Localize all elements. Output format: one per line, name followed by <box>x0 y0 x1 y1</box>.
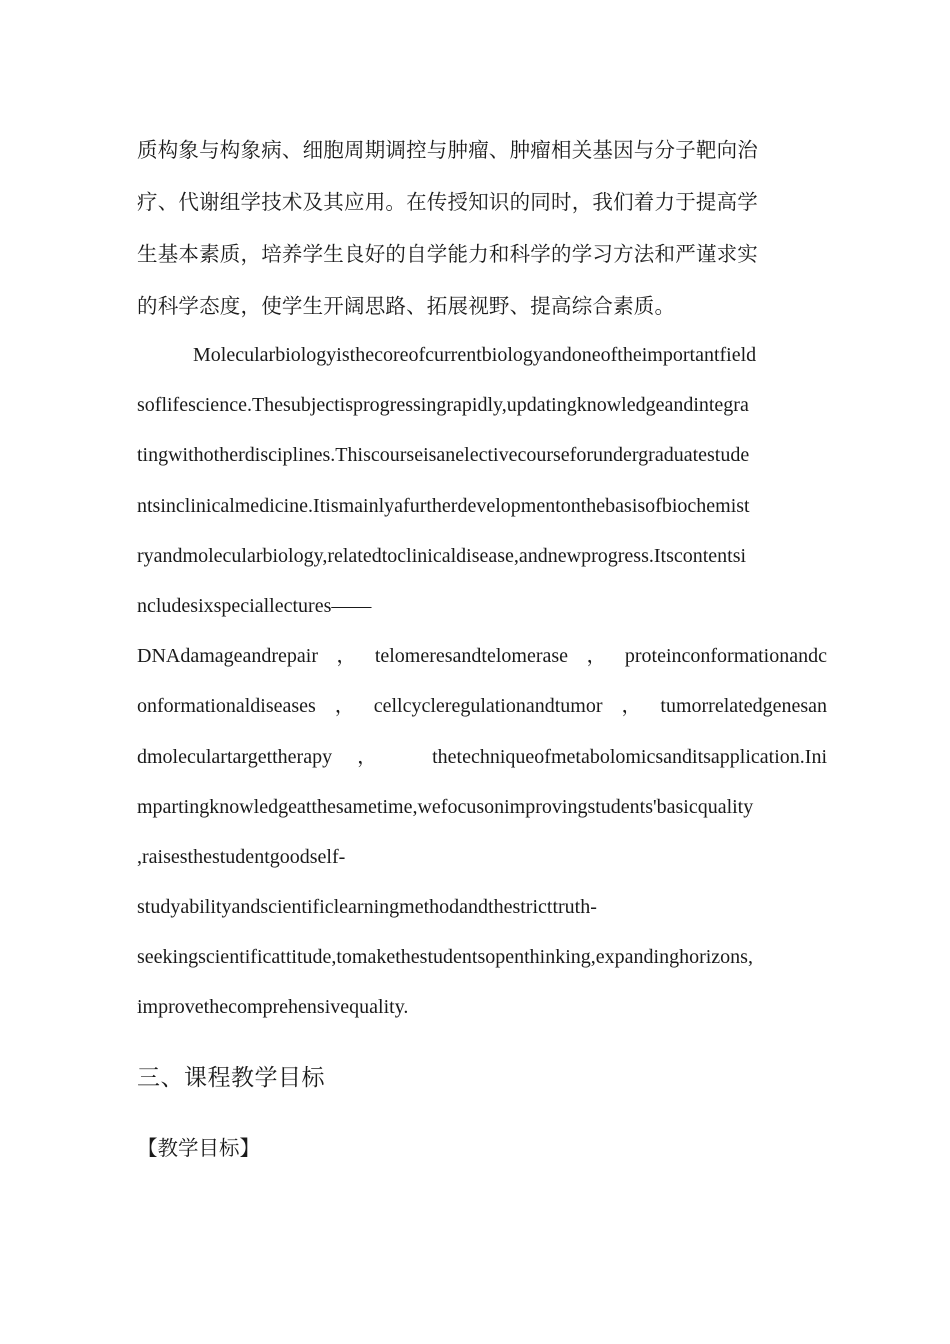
chinese-paragraph-line: 质构象与构象病、细胞周期调控与肿瘤、肿瘤相关基因与分子靶向治 <box>137 138 758 162</box>
english-abstract-line: Molecularbiologyisthecoreofcurrentbiologyandoneoftheimportantfield <box>193 344 757 366</box>
english-abstract-line: studyabilityandscientificlearningmethodandthestricttruth- <box>137 896 597 919</box>
english-abstract-line: ntsinclinicalmedicine.Itismainlyafurtherdevelopmentonthebasisofbiochemist <box>137 494 750 517</box>
english-abstract-line: dmoleculartargettherapy， thetechniqueofmetabolomicsanditsapplication.Ini <box>137 745 827 768</box>
english-abstract-line: ncludesixspeciallectures—— <box>137 594 372 617</box>
english-abstract-line: ryandmolecularbiology,relatedtoclinicaldisease,andnewprogress.Itscontentsi <box>137 544 747 567</box>
english-abstract-line: DNAdamageandrepair，telomeresandtelomerase，proteinconformationandc <box>137 645 827 668</box>
chinese-paragraph-line: 的科学态度，使学生开阔思路、拓展视野、提高综合素质。 <box>137 294 676 318</box>
english-abstract-line: tingwithotherdisciplines.Thiscourseisanelectivecourseforundergraduatestude <box>137 444 750 467</box>
chinese-paragraph <box>137 130 817 338</box>
english-abstract-line: soflifescience.Thesubjectisprogressingrapidly,updatingknowledgeandintegra <box>137 394 749 417</box>
chinese-paragraph-line: 疗、代谢组学技术及其应用。在传授知识的同时，我们着力于提高学 <box>137 190 758 214</box>
english-abstract-line: improvethecomprehensivequality. <box>137 996 409 1019</box>
english-abstract-line: ,raisesthestudentgoodself- <box>137 845 346 868</box>
chinese-paragraph-line: 生基本素质，培养学生良好的自学能力和科学的学习方法和严谨求实 <box>137 242 758 266</box>
section-heading: 三、课程教学目标 <box>137 1065 325 1091</box>
english-abstract-line: seekingscientificattitude,tomakethestudentsopenthinking,expandinghorizons, <box>137 946 753 969</box>
sub-heading: 【教学目标】 <box>137 1136 260 1160</box>
english-abstract-line: mpartingknowledgeatthesametime,wefocusonimprovingstudents'basicquality <box>137 795 754 818</box>
english-abstract-line: onformationaldiseases，cellcycleregulationandtumor，tumorrelatedgenesan <box>137 695 827 718</box>
english-abstract <box>137 337 827 1040</box>
